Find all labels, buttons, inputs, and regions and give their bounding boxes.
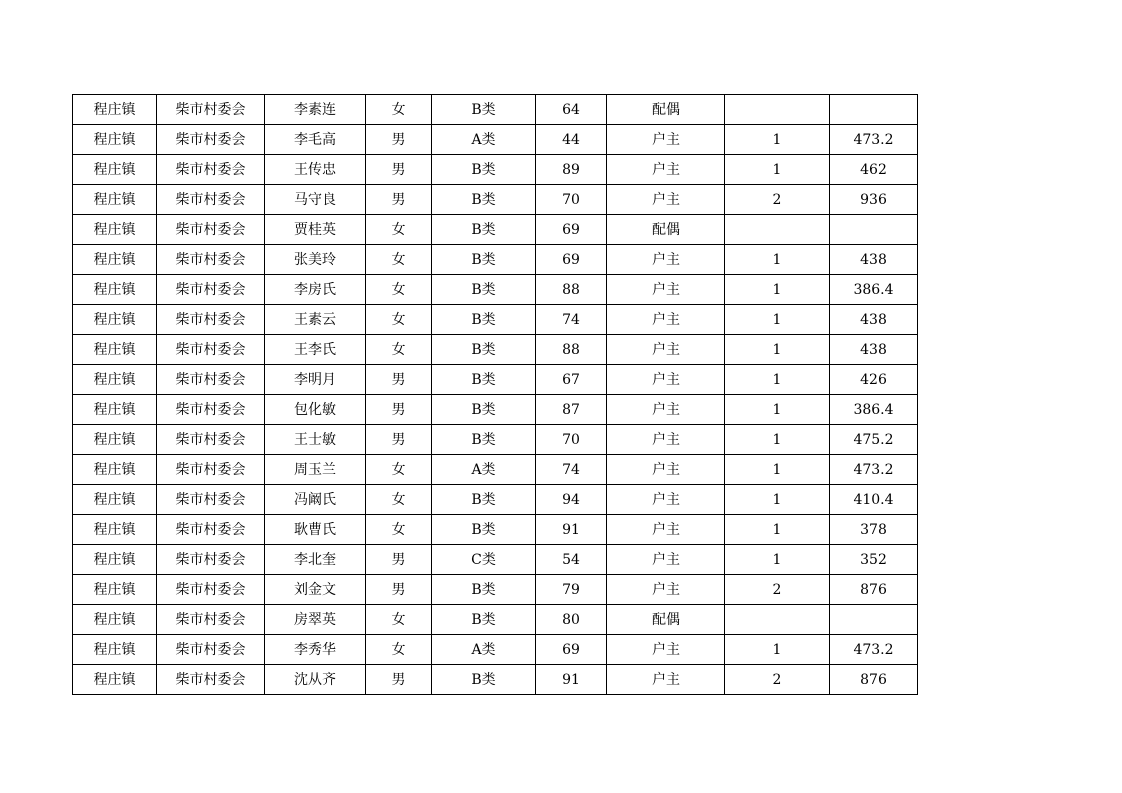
table-row	[73, 575, 918, 605]
age-cell: 88	[536, 335, 607, 365]
household-count-cell: 1	[725, 245, 830, 275]
village-cell: 柴市村委会	[157, 635, 265, 665]
town-cell: 程庄镇	[73, 215, 157, 245]
village-cell: 柴市村委会	[157, 305, 265, 335]
amount-cell: 410.4	[830, 485, 918, 515]
household-count-cell	[725, 215, 830, 245]
household-count-cell: 1	[725, 515, 830, 545]
gender-cell: 女	[366, 485, 432, 515]
name-cell: 房翠英	[265, 605, 366, 635]
table-row	[73, 605, 918, 635]
household-count-cell: 1	[725, 455, 830, 485]
relation-cell: 户主	[607, 665, 725, 695]
age-cell: 67	[536, 365, 607, 395]
town-cell: 程庄镇	[73, 575, 157, 605]
gender-cell: 男	[366, 575, 432, 605]
category-cell: B类	[432, 425, 536, 455]
town-cell: 程庄镇	[73, 605, 157, 635]
relation-cell: 户主	[607, 275, 725, 305]
village-cell: 柴市村委会	[157, 185, 265, 215]
town-cell: 程庄镇	[73, 395, 157, 425]
category-cell: A类	[432, 455, 536, 485]
age-cell: 64	[536, 95, 607, 125]
relation-cell: 配偶	[607, 215, 725, 245]
table-row	[73, 185, 918, 215]
village-cell: 柴市村委会	[157, 605, 265, 635]
amount-cell: 426	[830, 365, 918, 395]
category-cell: A类	[432, 125, 536, 155]
amount-cell: 378	[830, 515, 918, 545]
relation-cell: 户主	[607, 155, 725, 185]
household-count-cell: 1	[725, 275, 830, 305]
town-cell: 程庄镇	[73, 155, 157, 185]
name-cell: 冯阚氏	[265, 485, 366, 515]
table-row	[73, 95, 918, 125]
gender-cell: 女	[366, 95, 432, 125]
category-cell: B类	[432, 395, 536, 425]
household-count-cell: 1	[725, 425, 830, 455]
town-cell: 程庄镇	[73, 485, 157, 515]
name-cell: 王士敏	[265, 425, 366, 455]
category-cell: C类	[432, 545, 536, 575]
age-cell: 89	[536, 155, 607, 185]
relation-cell: 配偶	[607, 95, 725, 125]
name-cell: 贾桂英	[265, 215, 366, 245]
town-cell: 程庄镇	[73, 545, 157, 575]
category-cell: B类	[432, 515, 536, 545]
gender-cell: 男	[366, 365, 432, 395]
category-cell: B类	[432, 95, 536, 125]
age-cell: 69	[536, 635, 607, 665]
village-cell: 柴市村委会	[157, 335, 265, 365]
town-cell: 程庄镇	[73, 275, 157, 305]
town-cell: 程庄镇	[73, 125, 157, 155]
village-cell: 柴市村委会	[157, 215, 265, 245]
town-cell: 程庄镇	[73, 455, 157, 485]
name-cell: 耿曹氏	[265, 515, 366, 545]
gender-cell: 男	[366, 155, 432, 185]
village-cell: 柴市村委会	[157, 95, 265, 125]
household-count-cell: 1	[725, 365, 830, 395]
table-row	[73, 635, 918, 665]
category-cell: B类	[432, 305, 536, 335]
village-cell: 柴市村委会	[157, 155, 265, 185]
town-cell: 程庄镇	[73, 635, 157, 665]
category-cell: B类	[432, 215, 536, 245]
gender-cell: 男	[366, 125, 432, 155]
household-count-cell: 2	[725, 185, 830, 215]
age-cell: 44	[536, 125, 607, 155]
relation-cell: 户主	[607, 635, 725, 665]
age-cell: 91	[536, 515, 607, 545]
relation-cell: 户主	[607, 575, 725, 605]
village-cell: 柴市村委会	[157, 425, 265, 455]
amount-cell: 438	[830, 245, 918, 275]
town-cell: 程庄镇	[73, 425, 157, 455]
town-cell: 程庄镇	[73, 665, 157, 695]
relation-cell: 户主	[607, 245, 725, 275]
table-row	[73, 485, 918, 515]
category-cell: B类	[432, 605, 536, 635]
relation-cell: 户主	[607, 425, 725, 455]
amount-cell: 462	[830, 155, 918, 185]
age-cell: 70	[536, 425, 607, 455]
age-cell: 69	[536, 245, 607, 275]
town-cell: 程庄镇	[73, 185, 157, 215]
age-cell: 79	[536, 575, 607, 605]
age-cell: 80	[536, 605, 607, 635]
town-cell: 程庄镇	[73, 245, 157, 275]
age-cell: 74	[536, 305, 607, 335]
age-cell: 87	[536, 395, 607, 425]
household-count-cell: 1	[725, 635, 830, 665]
gender-cell: 女	[366, 305, 432, 335]
gender-cell: 男	[366, 185, 432, 215]
household-count-cell	[725, 605, 830, 635]
age-cell: 70	[536, 185, 607, 215]
name-cell: 沈从齐	[265, 665, 366, 695]
amount-cell	[830, 95, 918, 125]
age-cell: 54	[536, 545, 607, 575]
village-cell: 柴市村委会	[157, 545, 265, 575]
name-cell: 包化敏	[265, 395, 366, 425]
village-cell: 柴市村委会	[157, 485, 265, 515]
village-cell: 柴市村委会	[157, 455, 265, 485]
age-cell: 88	[536, 275, 607, 305]
relation-cell: 户主	[607, 305, 725, 335]
table-body	[73, 95, 918, 695]
category-cell: B类	[432, 575, 536, 605]
village-cell: 柴市村委会	[157, 365, 265, 395]
household-count-cell	[725, 95, 830, 125]
relation-cell: 户主	[607, 365, 725, 395]
amount-cell: 352	[830, 545, 918, 575]
table-row	[73, 425, 918, 455]
table-row	[73, 215, 918, 245]
amount-cell	[830, 215, 918, 245]
name-cell: 马守良	[265, 185, 366, 215]
name-cell: 刘金文	[265, 575, 366, 605]
household-count-cell: 1	[725, 335, 830, 365]
age-cell: 91	[536, 665, 607, 695]
household-count-cell: 1	[725, 545, 830, 575]
town-cell: 程庄镇	[73, 335, 157, 365]
amount-cell: 475.2	[830, 425, 918, 455]
gender-cell: 女	[366, 335, 432, 365]
table-row	[73, 245, 918, 275]
name-cell: 王传忠	[265, 155, 366, 185]
relation-cell: 配偶	[607, 605, 725, 635]
table-row	[73, 155, 918, 185]
amount-cell: 936	[830, 185, 918, 215]
village-cell: 柴市村委会	[157, 665, 265, 695]
amount-cell: 386.4	[830, 395, 918, 425]
household-count-cell: 1	[725, 395, 830, 425]
amount-cell: 473.2	[830, 455, 918, 485]
table-row	[73, 365, 918, 395]
amount-cell	[830, 605, 918, 635]
gender-cell: 女	[366, 275, 432, 305]
category-cell: B类	[432, 275, 536, 305]
age-cell: 69	[536, 215, 607, 245]
table-row	[73, 275, 918, 305]
town-cell: 程庄镇	[73, 305, 157, 335]
category-cell: B类	[432, 665, 536, 695]
household-count-cell: 2	[725, 665, 830, 695]
table-row	[73, 305, 918, 335]
category-cell: B类	[432, 155, 536, 185]
table-row	[73, 665, 918, 695]
table-row	[73, 515, 918, 545]
village-cell: 柴市村委会	[157, 395, 265, 425]
household-count-cell: 2	[725, 575, 830, 605]
gender-cell: 女	[366, 215, 432, 245]
village-cell: 柴市村委会	[157, 245, 265, 275]
relation-cell: 户主	[607, 485, 725, 515]
relation-cell: 户主	[607, 515, 725, 545]
village-cell: 柴市村委会	[157, 515, 265, 545]
gender-cell: 男	[366, 545, 432, 575]
gender-cell: 女	[366, 515, 432, 545]
name-cell: 李秀华	[265, 635, 366, 665]
amount-cell: 876	[830, 575, 918, 605]
table-row	[73, 335, 918, 365]
name-cell: 李北奎	[265, 545, 366, 575]
table-row	[73, 125, 918, 155]
town-cell: 程庄镇	[73, 95, 157, 125]
amount-cell: 438	[830, 335, 918, 365]
category-cell: B类	[432, 365, 536, 395]
gender-cell: 女	[366, 605, 432, 635]
name-cell: 张美玲	[265, 245, 366, 275]
relation-cell: 户主	[607, 455, 725, 485]
name-cell: 李素连	[265, 95, 366, 125]
name-cell: 李明月	[265, 365, 366, 395]
category-cell: B类	[432, 335, 536, 365]
gender-cell: 男	[366, 665, 432, 695]
amount-cell: 876	[830, 665, 918, 695]
table-row	[73, 395, 918, 425]
relation-cell: 户主	[607, 125, 725, 155]
name-cell: 李房氏	[265, 275, 366, 305]
town-cell: 程庄镇	[73, 365, 157, 395]
name-cell: 王李氏	[265, 335, 366, 365]
name-cell: 周玉兰	[265, 455, 366, 485]
amount-cell: 473.2	[830, 635, 918, 665]
data-table	[72, 94, 918, 695]
gender-cell: 男	[366, 425, 432, 455]
household-count-cell: 1	[725, 485, 830, 515]
category-cell: A类	[432, 635, 536, 665]
village-cell: 柴市村委会	[157, 575, 265, 605]
relation-cell: 户主	[607, 185, 725, 215]
relation-cell: 户主	[607, 335, 725, 365]
age-cell: 74	[536, 455, 607, 485]
category-cell: B类	[432, 485, 536, 515]
gender-cell: 男	[366, 395, 432, 425]
amount-cell: 386.4	[830, 275, 918, 305]
household-count-cell: 1	[725, 305, 830, 335]
relation-cell: 户主	[607, 545, 725, 575]
name-cell: 李毛高	[265, 125, 366, 155]
amount-cell: 438	[830, 305, 918, 335]
household-count-cell: 1	[725, 125, 830, 155]
gender-cell: 女	[366, 455, 432, 485]
table-row	[73, 545, 918, 575]
gender-cell: 女	[366, 245, 432, 275]
name-cell: 王素云	[265, 305, 366, 335]
village-cell: 柴市村委会	[157, 275, 265, 305]
amount-cell: 473.2	[830, 125, 918, 155]
village-cell: 柴市村委会	[157, 125, 265, 155]
table-row	[73, 455, 918, 485]
town-cell: 程庄镇	[73, 515, 157, 545]
age-cell: 94	[536, 485, 607, 515]
category-cell: B类	[432, 245, 536, 275]
gender-cell: 女	[366, 635, 432, 665]
household-count-cell: 1	[725, 155, 830, 185]
category-cell: B类	[432, 185, 536, 215]
relation-cell: 户主	[607, 395, 725, 425]
